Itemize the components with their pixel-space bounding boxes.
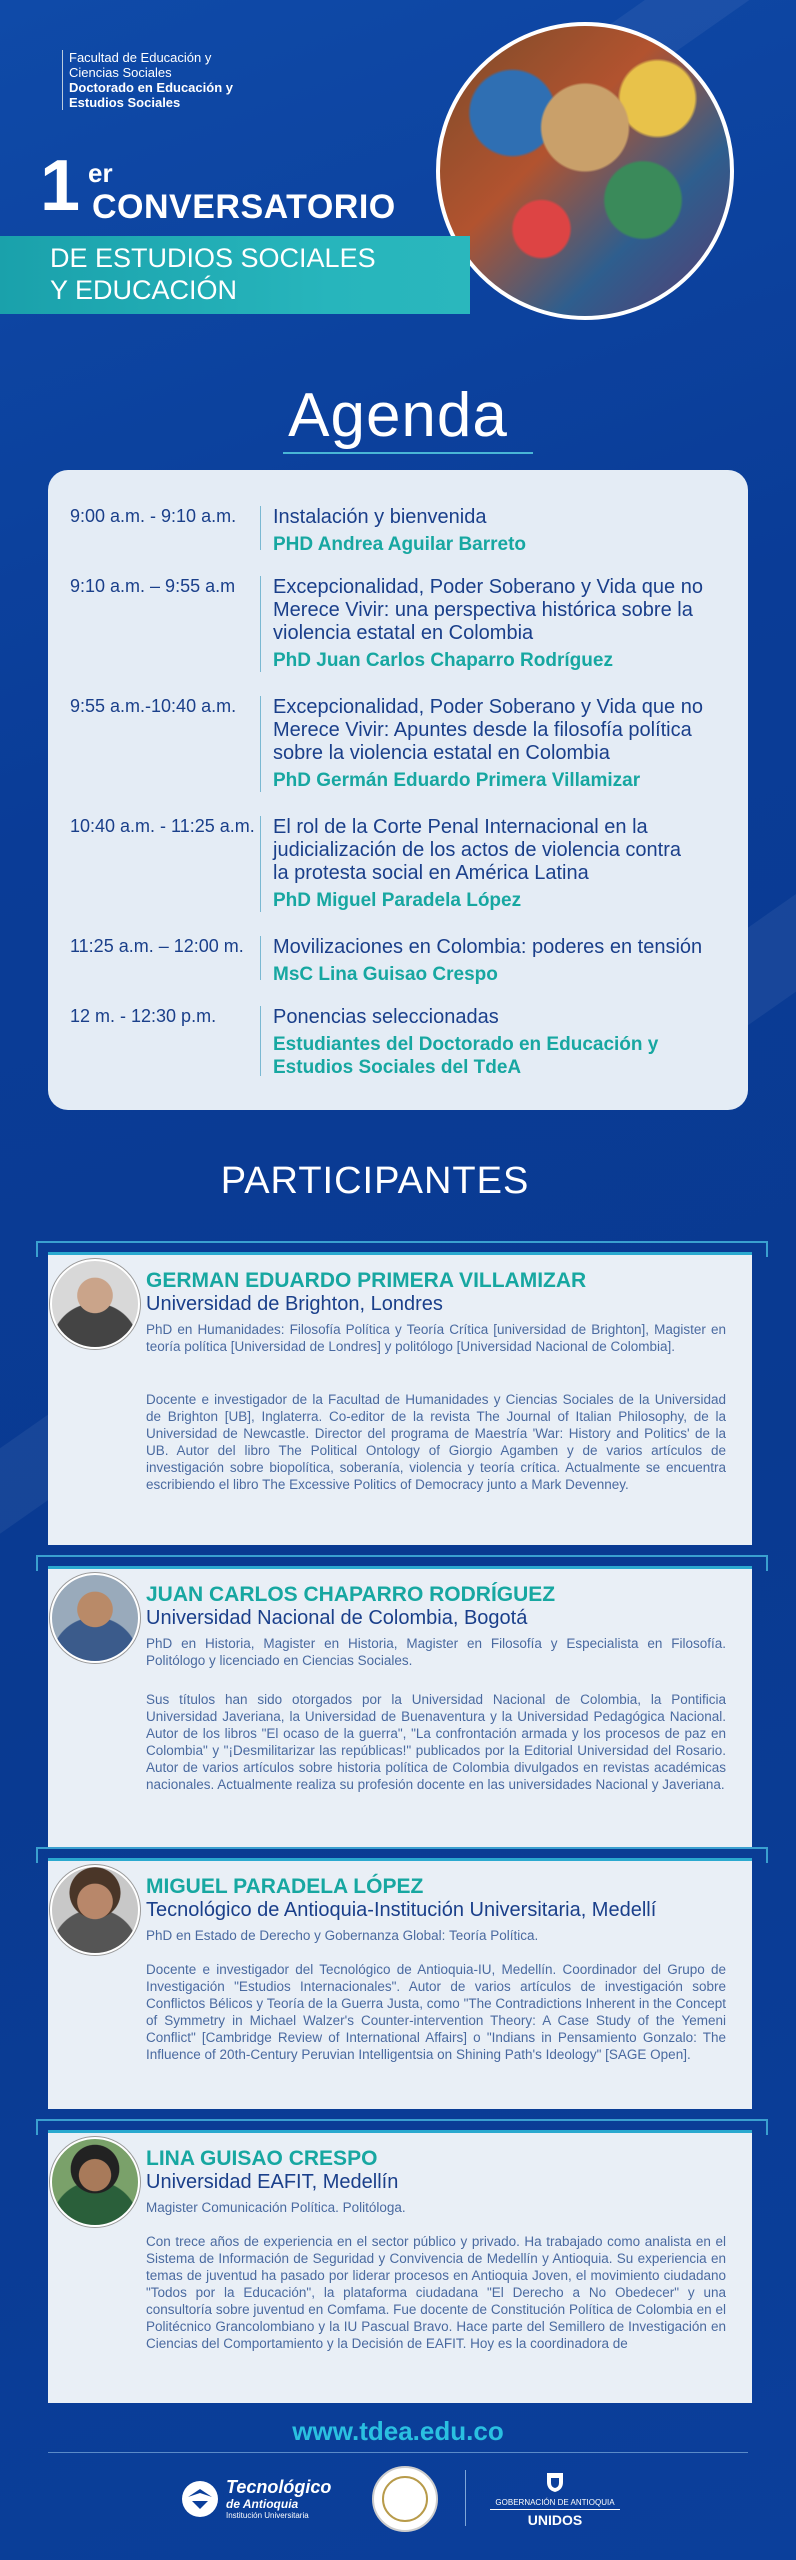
participant-card — [48, 1252, 752, 1545]
program-line: Estudios Sociales — [69, 95, 181, 110]
participant-university: Universidad EAFIT, Medellín — [146, 2171, 399, 2193]
card-bracket — [36, 1847, 768, 1863]
agenda-time: 10:40 a.m. - 11:25 a.m. — [70, 816, 255, 836]
participant-name: JUAN CARLOS CHAPARRO RODRÍGUEZ — [146, 1583, 556, 1606]
agenda-topic-line: judicialización de los actos de violencia contra — [273, 839, 682, 861]
agenda-topic-line: violencia estatal en Colombia — [273, 622, 534, 644]
logo-text: Tecnológico — [226, 2477, 332, 2497]
tdea-logo-icon — [180, 2479, 220, 2519]
participant-degrees: PhD en Estado de Derecho y Gobernanza Global: Teoría Política. — [146, 1928, 539, 1943]
participant-bio: Sus títulos han sido otorgados por la Universidad Nacional de Colombia, la Pontificia Universidad Javeriana, la Universidad de Buenaventura y la Universidad Pedagógica Nacional. Autor de los libros "El ocaso de la guerra", "La confrontación armada y los procesos de paz en Colombia" y "¡Desmilitarizar las repúblicas!" publicados por la Editorial Universidad del Rosario. Autor de varios artículos sobre historia política de Colombia divulgados en revistas académicas nacionales. Actualmente realiza su profesión docente en las universidades Nacional y Javeriana. — [146, 1692, 726, 1792]
participant-bio: Docente e investigador del Tecnológico de Antioquia-IU, Medellín. Coordinador del Grupo de Investigación "Estudios Internacionales". Autor de varios artículos de investigación sobre Conflictos Bélicos y Teoría de la Guerra Justa, como "The Contradictions Inherent in the Concept of Symmetry in Michael Walzer's Counter-intervention Theory: A Case Study of the Yemeni Conflict" [Cambridge Review of International Affairs] o "Indians in Pensamiento Gonzalo: The Influence of 20th-Century Peruvian Intelligentsia on Shining Path's Ideology" [SAGE Open]. — [146, 1962, 726, 2062]
participant-degrees: Magister Comunicación Política. Politóloga. — [146, 2200, 406, 2215]
agenda-divider — [260, 696, 261, 792]
logo-text: UNIDOS — [527, 2512, 583, 2528]
title-ordinal: er — [88, 158, 113, 188]
participant-card — [48, 1858, 752, 2109]
agenda-speaker: PHD Andrea Aguilar Barreto — [273, 534, 527, 555]
agenda-topic — [273, 1006, 733, 1079]
title-number: 1 — [40, 146, 78, 226]
logo-text: GOBERNACIÓN DE ANTIOQUIA — [490, 2498, 620, 2510]
faculty-line: Facultad de Educación y — [69, 50, 212, 65]
participant-university: Universidad Nacional de Colombia, Bogotá — [146, 1607, 528, 1629]
website-link[interactable]: www.tdea.edu.co — [292, 2416, 504, 2446]
agenda-time: 9:10 a.m. – 9:55 a.m — [70, 576, 236, 596]
divider — [465, 2470, 466, 2526]
card-bracket — [36, 1241, 768, 1257]
agenda-time: 11:25 a.m. – 12:00 m. — [70, 936, 244, 956]
gobernacion-logo — [490, 2470, 620, 2530]
accreditation-seal — [372, 2466, 438, 2532]
subtitle-line: Y EDUCACIÓN — [50, 275, 238, 305]
agenda-topic-line: Merece Vivir: Apuntes desde la filosofía política — [273, 719, 692, 741]
event-title: CONVERSATORIO — [92, 188, 396, 226]
participant-university: Universidad de Brighton, Londres — [146, 1293, 443, 1315]
agenda-speaker: PhD Juan Carlos Chaparro Rodríguez — [273, 650, 613, 671]
card-bracket — [36, 1555, 768, 1571]
agenda-time: 9:00 a.m. - 9:10 a.m. — [70, 506, 237, 526]
agenda-topic-line: Movilizaciones en Colombia: poderes en tensión — [273, 936, 703, 958]
agenda-card — [48, 470, 748, 1110]
faculty-line: Ciencias Sociales — [69, 65, 172, 80]
participant-degrees: PhD en Historia, Magister en Historia, Magister en Filosofía y Especialista en Filosofía. Politólogo y licenciado en Ciencias Sociales. — [146, 1636, 726, 1668]
agenda-topic — [273, 696, 733, 792]
agenda-underline — [283, 452, 533, 454]
participant-degrees: PhD en Humanidades: Filosofía Política y Teoría Crítica [universidad de Brighton], Magister en teoría política [Universidad de Londres] y politólogo [Universidad Nacional de Colombia]. — [146, 1322, 726, 1354]
logo-text: Institución Universitaria — [226, 2511, 309, 2520]
agenda-topic-line: la protesta social en América Latina — [273, 862, 589, 884]
divider — [48, 2452, 748, 2453]
agenda-topic-line: El rol de la Corte Penal Internacional en la — [273, 816, 648, 838]
logo-text: de Antioquia — [226, 2497, 299, 2511]
agenda-speaker: PhD Germán Eduardo Primera Villamizar — [273, 770, 641, 791]
participants-title: PARTICIPANTES — [220, 1160, 530, 1202]
faculty-label — [62, 50, 279, 110]
agenda-divider — [260, 576, 261, 672]
agenda-topic-line: Instalación y bienvenida — [273, 506, 487, 528]
participant-name: MIGUEL PARADELA LÓPEZ — [146, 1875, 424, 1898]
avatar — [50, 2137, 140, 2227]
participant-card — [48, 2130, 752, 2403]
participant-bio: Con trece años de experiencia en el sector público y privado. Ha trabajado como analista en el Sistema de Información de Seguridad y Convivencia de Medellín y Antioquia. Su experiencia en temas de juventud ha pasado por liderar procesos en Antioquia Joven, el movimiento ciudadano "Todos por la Educación", la plataforma ciudadana "El Derecho a No Obedecer" y una consultoría sobre juventud en Comfama. Fue docente de Constitución Política de Colombia en el Politécnico Grancolombiano y la IU Pascual Bravo. Hace parte del Semillero de Investigación en Ciencias del Comportamiento y la Decisión de EAFIT. Hoy es la coordinadora de — [146, 2234, 726, 2351]
agenda-time: 9:55 a.m.-10:40 a.m. — [70, 696, 237, 716]
participant-name: LINA GUISAO CRESPO — [146, 2147, 378, 2170]
participant-bio: Docente e investigador de la Facultad de Humanidades y Ciencias Sociales de la Universidad de Brighton [UB], Inglaterra. Co-editor de la revista The Journal of Italian Philosophy, de la Universidad de Newcastle. Director del programa de Maestría 'War: History and Politics' de la UB. Autor del libro The Political Ontology of Giorgio Agamben y de varios artículos de investigación sobre biopolítica, soberanía, violencia y teoría crítica. Actualmente se encuentra escribiendo el libro The Excessive Politics of Democracy junto a Mark Devenney. — [146, 1392, 726, 1492]
agenda-topic — [273, 936, 733, 986]
event-subtitle — [50, 242, 376, 306]
agenda-divider — [260, 506, 261, 550]
participant-card — [48, 1566, 752, 1847]
avatar — [50, 1865, 140, 1955]
participant-university: Tecnológico de Antioquia-Institución Universitaria, Medellí — [146, 1899, 657, 1921]
agenda-time: 12 m. - 12:30 p.m. — [70, 1006, 217, 1026]
agenda-divider — [260, 1006, 261, 1076]
agenda-topic — [273, 506, 733, 556]
subtitle-line: DE ESTUDIOS SOCIALES — [50, 243, 376, 273]
tdea-logo — [180, 2475, 370, 2525]
agenda-topic-line: Excepcionalidad, Poder Soberano y Vida que no — [273, 696, 703, 718]
agenda-divider — [260, 936, 261, 980]
agenda-title: Agenda — [288, 381, 508, 450]
agenda-speaker: Estudiantes del Doctorado en Educación y Estudios Sociales del TdeA — [273, 1034, 659, 1078]
agenda-topic-line: Merece Vivir: una perspectiva histórica sobre la — [273, 599, 693, 621]
card-bracket — [36, 2119, 768, 2135]
agenda-speaker: PhD Miguel Paradela López — [273, 890, 522, 911]
agenda-topic — [273, 576, 733, 672]
coat-of-arms-icon — [543, 2470, 567, 2494]
artwork-image — [436, 22, 734, 320]
agenda-topic-line: Excepcionalidad, Poder Soberano y Vida que no — [273, 576, 703, 598]
agenda-topic — [273, 816, 733, 912]
participant-name: GERMAN EDUARDO PRIMERA VILLAMIZAR — [146, 1269, 587, 1292]
agenda-speaker: MsC Lina Guisao Crespo — [273, 964, 498, 985]
agenda-divider — [260, 816, 261, 912]
agenda-topic-line: sobre la violencia estatal en Colombia — [273, 742, 610, 764]
avatar — [50, 1259, 140, 1349]
agenda-topic-line: Ponencias seleccionadas — [273, 1006, 499, 1028]
program-line: Doctorado en Educación y — [69, 80, 233, 95]
avatar — [50, 1573, 140, 1663]
